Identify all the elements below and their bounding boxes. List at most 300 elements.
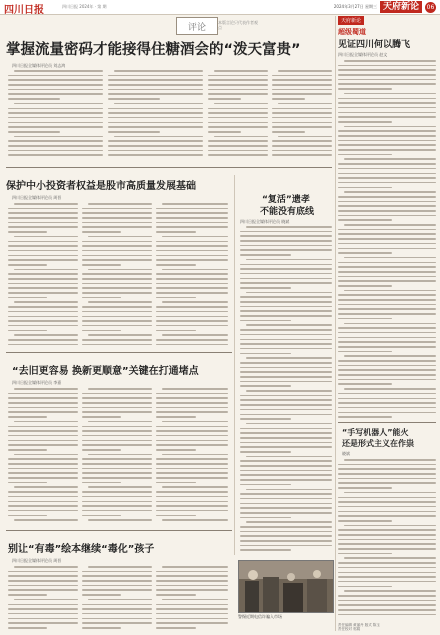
text-line [338,581,436,583]
text-line [162,301,228,303]
text-line [82,330,121,332]
text-line [82,316,152,318]
text-line [156,416,196,418]
text-line [338,276,436,278]
text-line [14,334,78,336]
text-line [344,355,436,357]
text-line [88,599,152,601]
text-line [88,486,152,488]
text-line [338,520,392,522]
text-line [108,75,203,77]
article2-col3 [156,203,228,350]
text-line [344,257,436,259]
text-line [82,393,152,395]
text-line [82,618,152,620]
text-line [156,297,196,299]
text-line [82,231,121,233]
text-line [338,173,436,175]
text-line [338,140,436,142]
text-line [156,594,196,596]
text-line [108,112,203,114]
text-line [338,69,436,71]
text-line [344,590,436,592]
text-line [8,117,103,119]
text-line [8,154,103,156]
text-line [82,482,121,484]
text-line [8,618,78,620]
text-line [156,402,228,404]
article4-headline[interactable]: 别让“有毒”绘本继续“毒化”孩子 [8,544,155,555]
text-line [156,430,228,432]
text-line [240,526,332,528]
text-line [240,343,332,345]
text-line [8,468,78,470]
text-line [272,117,332,119]
text-line [338,79,436,81]
article7-headline-1[interactable]: “手写机器人”能火 [342,428,409,437]
text-line [338,313,436,315]
text-line [156,589,228,591]
text-line [240,385,291,387]
text-line [8,496,78,498]
text-line [82,515,121,517]
text-line [82,580,152,582]
text-line [8,231,47,233]
text-line [14,388,78,390]
text-line [240,428,332,430]
text-line [338,407,436,409]
text-line [82,212,152,214]
divider [6,352,232,353]
text-line [208,108,268,110]
text-line [8,145,103,147]
text-line [272,75,332,77]
text-line [338,149,436,151]
text-line [14,301,78,303]
text-line [88,269,152,271]
text-line [344,492,436,494]
text-line [240,315,332,317]
text-line [338,271,436,273]
text-line [162,269,228,271]
text-line [156,501,228,503]
text-line [156,311,228,313]
text-line [82,622,152,624]
article6-headline[interactable]: 见证四川何以腾飞 [338,40,411,50]
text-line [162,486,228,488]
text-line [272,154,332,156]
article3-col1 [8,388,78,525]
text-line [162,334,228,336]
text-line [108,108,203,110]
text-line [8,580,78,582]
text-line [82,222,152,224]
text-line [278,136,332,138]
text-line [240,442,332,444]
text-line [8,613,78,615]
text-line [240,409,332,411]
text-line [246,259,332,261]
text-line [82,339,152,341]
text-line [338,346,436,348]
text-line [338,144,436,146]
text-line [338,229,436,231]
text-line [14,486,78,488]
text-line [208,150,268,152]
text-line [344,290,436,292]
text-line [272,98,305,100]
text-line [162,566,228,568]
text-line [272,131,305,133]
news-photo[interactable] [238,560,334,613]
text-line [156,208,228,210]
text-line [14,566,78,568]
text-line [272,150,332,152]
article5-headline-2[interactable]: 不能没有底线 [260,207,315,217]
text-line [338,478,436,480]
text-line [208,126,268,128]
text-line [82,278,152,280]
text-line [338,252,392,254]
text-line [272,108,332,110]
text-line [156,245,228,247]
text-line [338,393,436,395]
text-line [344,525,436,527]
text-line [240,549,291,551]
text-line [156,320,228,322]
text-line [82,273,152,275]
article3-headline[interactable]: “去旧更容易 换新更顺意”关键在打通堵点 [12,366,199,377]
text-line [338,600,436,602]
text-line [8,306,78,308]
text-line [338,215,436,217]
text-line [338,262,436,264]
text-line [156,292,228,294]
text-line [8,397,78,399]
text-line [82,571,152,573]
text-line [8,458,78,460]
text-line [8,122,103,124]
article6-body [338,60,436,420]
text-line [240,306,332,308]
text-line [156,575,228,577]
text-line [82,407,152,409]
text-line [8,255,78,257]
text-line [82,491,152,493]
article5-body [240,226,332,556]
text-line [14,454,78,456]
article7-headline-2[interactable]: 还是形式主义在作祟 [342,439,414,448]
text-line [240,484,291,486]
text-line [8,407,78,409]
text-line [82,594,121,596]
text-line [8,264,47,266]
text-line [156,440,228,442]
text-line [8,393,78,395]
article5-headline-1[interactable]: “复活”遗孝 [262,195,310,205]
text-line [208,117,268,119]
article6-kicker: 超级蜀道 [338,28,366,36]
article3-byline: 四川日报全媒体评论员 李嘉 [12,380,62,385]
text-line [8,589,78,591]
article7-byline: 晓斌 [342,451,350,456]
text-line [156,325,228,327]
text-line [338,102,436,104]
text-line [338,121,392,123]
text-line [82,292,152,294]
text-line [338,280,436,282]
text-line [246,521,332,523]
article1-headline[interactable]: 掌握流量密码才能接得住糖酒会的“泼天富贵” [6,42,301,58]
text-line [156,477,228,479]
article3-col2 [82,388,152,525]
text-line [246,324,332,326]
text-line [82,458,152,460]
text-line [240,404,332,406]
text-line [344,557,436,559]
text-line [240,235,332,237]
text-line [88,388,152,390]
text-line [240,367,332,369]
text-line [344,158,436,160]
text-line [88,566,152,568]
text-line [82,250,152,252]
text-line [240,339,332,341]
text-line [240,264,332,266]
text-line [156,344,228,346]
text-line [338,351,392,353]
text-line [156,444,228,446]
text-line [108,84,203,86]
text-line [82,344,152,346]
text-line [8,325,78,327]
text-line [338,576,436,578]
text-line [82,411,152,413]
text-line [338,501,436,503]
text-line [82,477,152,479]
text-line [272,122,332,124]
text-line [240,540,332,542]
text-line [156,449,196,451]
text-line [208,112,268,114]
text-line [208,93,268,95]
text-line [8,89,103,91]
article4-col2 [82,566,152,632]
text-line [8,575,78,577]
section-name: 天府新论 [380,1,422,13]
text-line [108,126,203,128]
text-line [14,203,78,205]
text-line [8,430,78,432]
text-line [156,622,228,624]
text-line [8,316,78,318]
text-line [272,89,332,91]
footer-proofreader: 责任校对 郭娟 [338,627,361,631]
text-line [338,135,436,137]
text-line [114,70,203,72]
text-line [82,496,152,498]
text-line [240,399,332,401]
text-line [8,131,60,133]
text-line [246,226,332,228]
text-line [338,402,436,404]
text-line [108,145,203,147]
text-line [240,535,332,537]
text-line [8,627,47,629]
text-line [240,334,332,336]
text-line [208,145,268,147]
text-line [8,463,78,465]
article2-byline: 四川日报全媒体评论员 周晋 [12,195,62,200]
text-line [338,243,436,245]
text-line [156,287,228,289]
text-line [338,154,392,156]
text-line [82,208,152,210]
text-line [208,79,268,81]
text-line [156,217,228,219]
text-line [240,503,332,505]
text-line [338,248,436,250]
page-number: 06 [426,3,435,11]
text-line [8,241,78,243]
text-line [246,357,332,359]
text-line [88,454,152,456]
text-line [156,515,196,517]
text-line [82,449,121,451]
text-line [162,519,228,521]
text-line [88,334,152,336]
article2-col2 [82,203,152,350]
text-line [8,402,78,404]
text-line [344,93,436,95]
text-line [82,416,121,418]
divider [6,167,332,168]
text-line [344,224,436,226]
text-line [240,371,332,373]
text-line [240,301,332,303]
text-line [82,444,152,446]
text-line [14,519,78,521]
text-line [214,70,268,72]
text-line [338,586,392,588]
text-line [8,320,78,322]
text-line [338,553,392,555]
text-line [108,140,203,142]
text-line [240,512,332,514]
text-line [108,131,160,133]
text-line [338,464,436,466]
text-line [240,460,332,462]
text-line [82,283,152,285]
text-line [240,231,332,233]
text-line [156,463,228,465]
article1-byline: 四川日报全媒体评论员 刘志鸿 [12,63,66,68]
article1-col1 [8,70,103,158]
text-line [272,112,332,114]
text-line [156,259,228,261]
text-line [156,618,228,620]
text-line [156,482,196,484]
text-line [240,545,332,547]
masthead-right [334,1,436,13]
text-line [240,432,332,434]
text-line [88,236,152,238]
text-line [8,273,78,275]
text-line [14,236,78,238]
text-line [156,491,228,493]
text-line [82,287,152,289]
text-line [8,278,78,280]
text-line [108,150,203,152]
text-line [338,562,436,564]
text-line [338,210,436,212]
text-line [338,196,436,198]
text-line [156,241,228,243]
text-line [338,609,436,611]
text-line [240,362,332,364]
text-line [344,323,436,325]
text-line [240,310,332,312]
text-line [8,449,47,451]
text-line [8,79,103,81]
text-line [8,93,103,95]
text-line [82,589,152,591]
text-line [240,287,291,289]
text-line [338,337,436,339]
text-line [240,418,291,420]
text-line [82,505,152,507]
text-line [156,393,228,395]
issue-date: 2024年3月27日 星期三 [333,4,377,9]
text-line [246,489,332,491]
text-line [8,491,78,493]
text-line [88,421,152,423]
text-line [338,83,436,85]
text-line [338,543,436,545]
article2-headline[interactable]: 保护中小投资者权益是股市高质量发展基础 [6,181,196,192]
text-line [338,116,436,118]
text-line [8,585,78,587]
right-column-tag: 天府新论 [338,16,364,25]
text-line [8,245,78,247]
article3-col3 [156,388,228,525]
text-line [156,426,228,428]
text-line [156,250,228,252]
text-line [246,456,332,458]
text-line [344,459,436,461]
top-bar [0,0,440,15]
text-line [8,339,78,341]
column-subtitle: 本版言论只代表作者观点 [218,20,258,30]
text-line [338,482,436,484]
text-line [214,103,268,105]
text-line [114,103,203,105]
text-line [82,575,152,577]
text-line [240,517,291,519]
text-line [82,608,152,610]
text-line [82,259,152,261]
text-line [8,140,103,142]
text-line [8,287,78,289]
text-line [240,273,332,275]
text-line [338,294,436,296]
text-line [82,426,152,428]
text-line [8,416,47,418]
text-line [240,479,332,481]
text-line [82,463,152,465]
column-divider [234,175,235,555]
text-line [108,93,203,95]
